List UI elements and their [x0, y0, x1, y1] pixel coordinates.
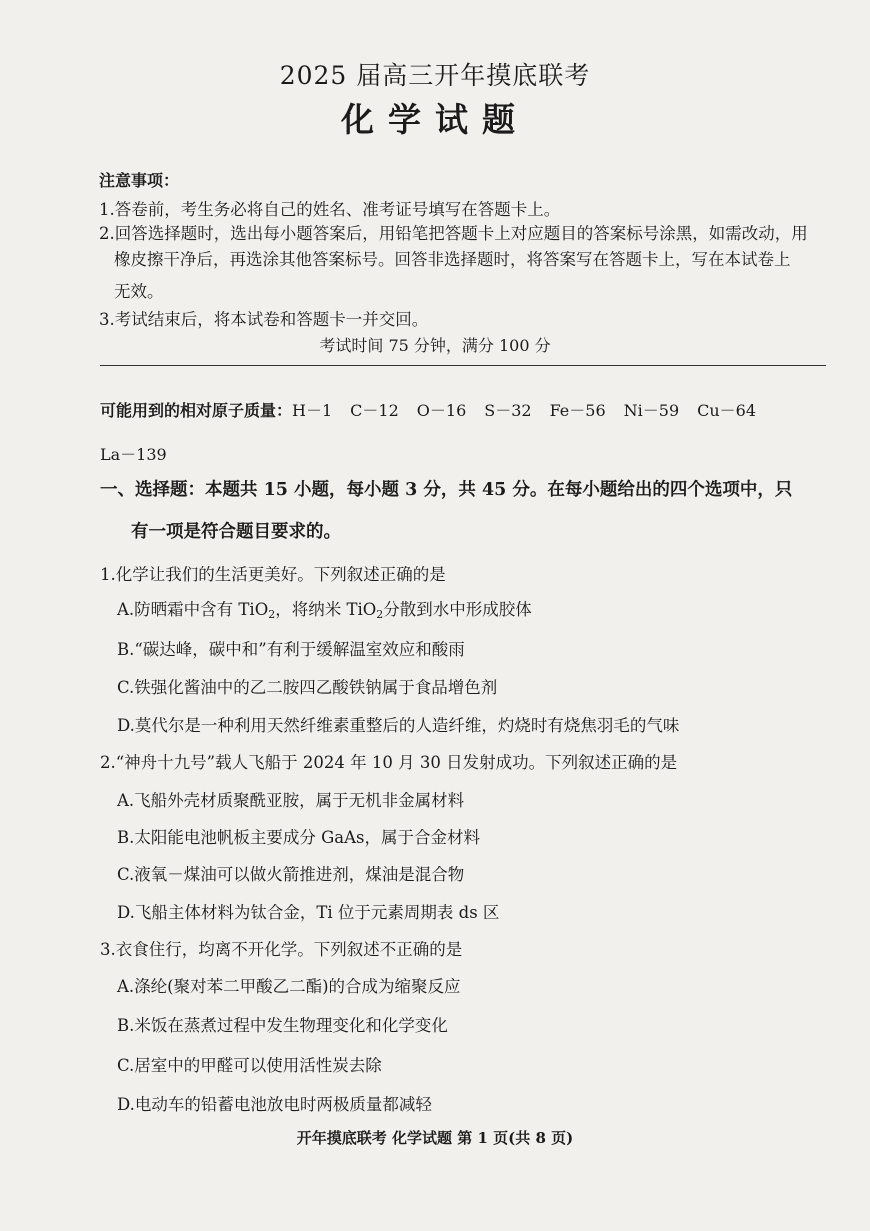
atomic-masses-label: 可能用到的相对原子质量：	[100, 401, 293, 420]
atomic-mass-la: La－139	[100, 445, 167, 464]
option-a-text-1: A.防晒霜中含有 TiO	[117, 600, 269, 619]
option-a-text-2: ，将纳米 TiO	[275, 600, 377, 619]
atomic-mass-cu: Cu－64	[697, 401, 757, 420]
header-divider	[100, 365, 826, 366]
atomic-mass-s: S－32	[484, 401, 532, 420]
subscript-2: 2	[376, 608, 384, 621]
question-2-option-c: C.液氧－煤油可以做火箭推进剂，煤油是混合物	[117, 865, 465, 884]
exam-name: 2025 届高三开年摸底联考	[279, 61, 591, 90]
atomic-masses	[100, 398, 756, 421]
question-2-option-a: A.飞船外壳材质聚酰亚胺，属于无机非金属材料	[117, 791, 465, 810]
note-item-2-line-3: 无效。	[114, 282, 164, 301]
option-a-text-3: 分散到水中形成胶体	[383, 600, 532, 619]
question-3-option-d: D.电动车的铅蓄电池放电时两极质量都减轻	[117, 1095, 432, 1114]
question-1-stem: 1.化学让我们的生活更美好。下列叙述正确的是	[100, 565, 446, 584]
question-2-stem: 2.“神舟十九号”载人飞船于 2024 年 10 月 30 日发射成功。下列叙述正确的是	[100, 753, 678, 772]
subject-title: 化学试题	[341, 100, 529, 139]
notes-heading: 注意事项：	[99, 171, 180, 190]
atomic-mass-o: O－16	[416, 401, 467, 420]
atomic-mass-ni: Ni－59	[623, 401, 680, 420]
page-footer: 开年摸底联考 化学试题 第 1 页(共 8 页)	[296, 1129, 574, 1147]
question-3-stem: 3.衣食住行，均离不开化学。下列叙述不正确的是	[100, 940, 463, 959]
question-2-option-d: D.飞船主体材料为钛合金，Ti 位于元素周期表 ds 区	[117, 903, 500, 922]
question-1-option-b: B.“碳达峰，碳中和”有利于缓解温室效应和酸雨	[117, 640, 465, 659]
atomic-mass-h: H－1	[292, 401, 333, 420]
subscript-2: 2	[268, 608, 276, 621]
question-3-option-c: C.居室中的甲醛可以使用活性炭去除	[117, 1056, 382, 1075]
atomic-mass-fe: Fe－56	[549, 401, 606, 420]
question-1-option-c: C.铁强化酱油中的乙二胺四乙酸铁钠属于食品增色剂	[117, 678, 498, 697]
question-1-option-d: D.莫代尔是一种利用天然纤维素重整后的人造纤维，灼烧时有烧焦羽毛的气味	[117, 716, 680, 735]
question-2-option-b: B.太阳能电池帆板主要成分 GaAs，属于合金材料	[117, 828, 481, 847]
note-item-2-line-2: 橡皮擦干净后，再选涂其他答案标号。回答非选择题时，将答案写在答题卡上，写在本试卷上	[114, 250, 791, 269]
atomic-mass-c: C－12	[350, 401, 399, 420]
question-3-option-a: A.涤纶(聚对苯二甲酸乙二酯)的合成为缩聚反应	[117, 977, 461, 996]
note-item-3: 3.考试结束后，将本试卷和答题卡一并交回。	[99, 310, 429, 329]
note-item-2-line-1: 2.回答选择题时，选出每小题答案后，用铅笔把答题卡上对应题目的答案标号涂黑，如需改动，用	[99, 224, 808, 243]
question-3-option-b: B.米饭在蒸煮过程中发生物理变化和化学变化	[117, 1016, 448, 1035]
section-heading-line-1: 一、选择题：本题共 15 小题，每小题 3 分，共 45 分。在每小题给出的四个选项中，只	[100, 480, 793, 500]
time-and-score: 考试时间 75 分钟，满分 100 分	[319, 336, 551, 355]
note-item-1: 1.答卷前，考生务必将自己的姓名、准考证号填写在答题卡上。	[99, 200, 561, 219]
question-1-option-a	[117, 596, 532, 620]
section-heading-line-2: 有一项是符合题目要求的。	[131, 522, 341, 542]
